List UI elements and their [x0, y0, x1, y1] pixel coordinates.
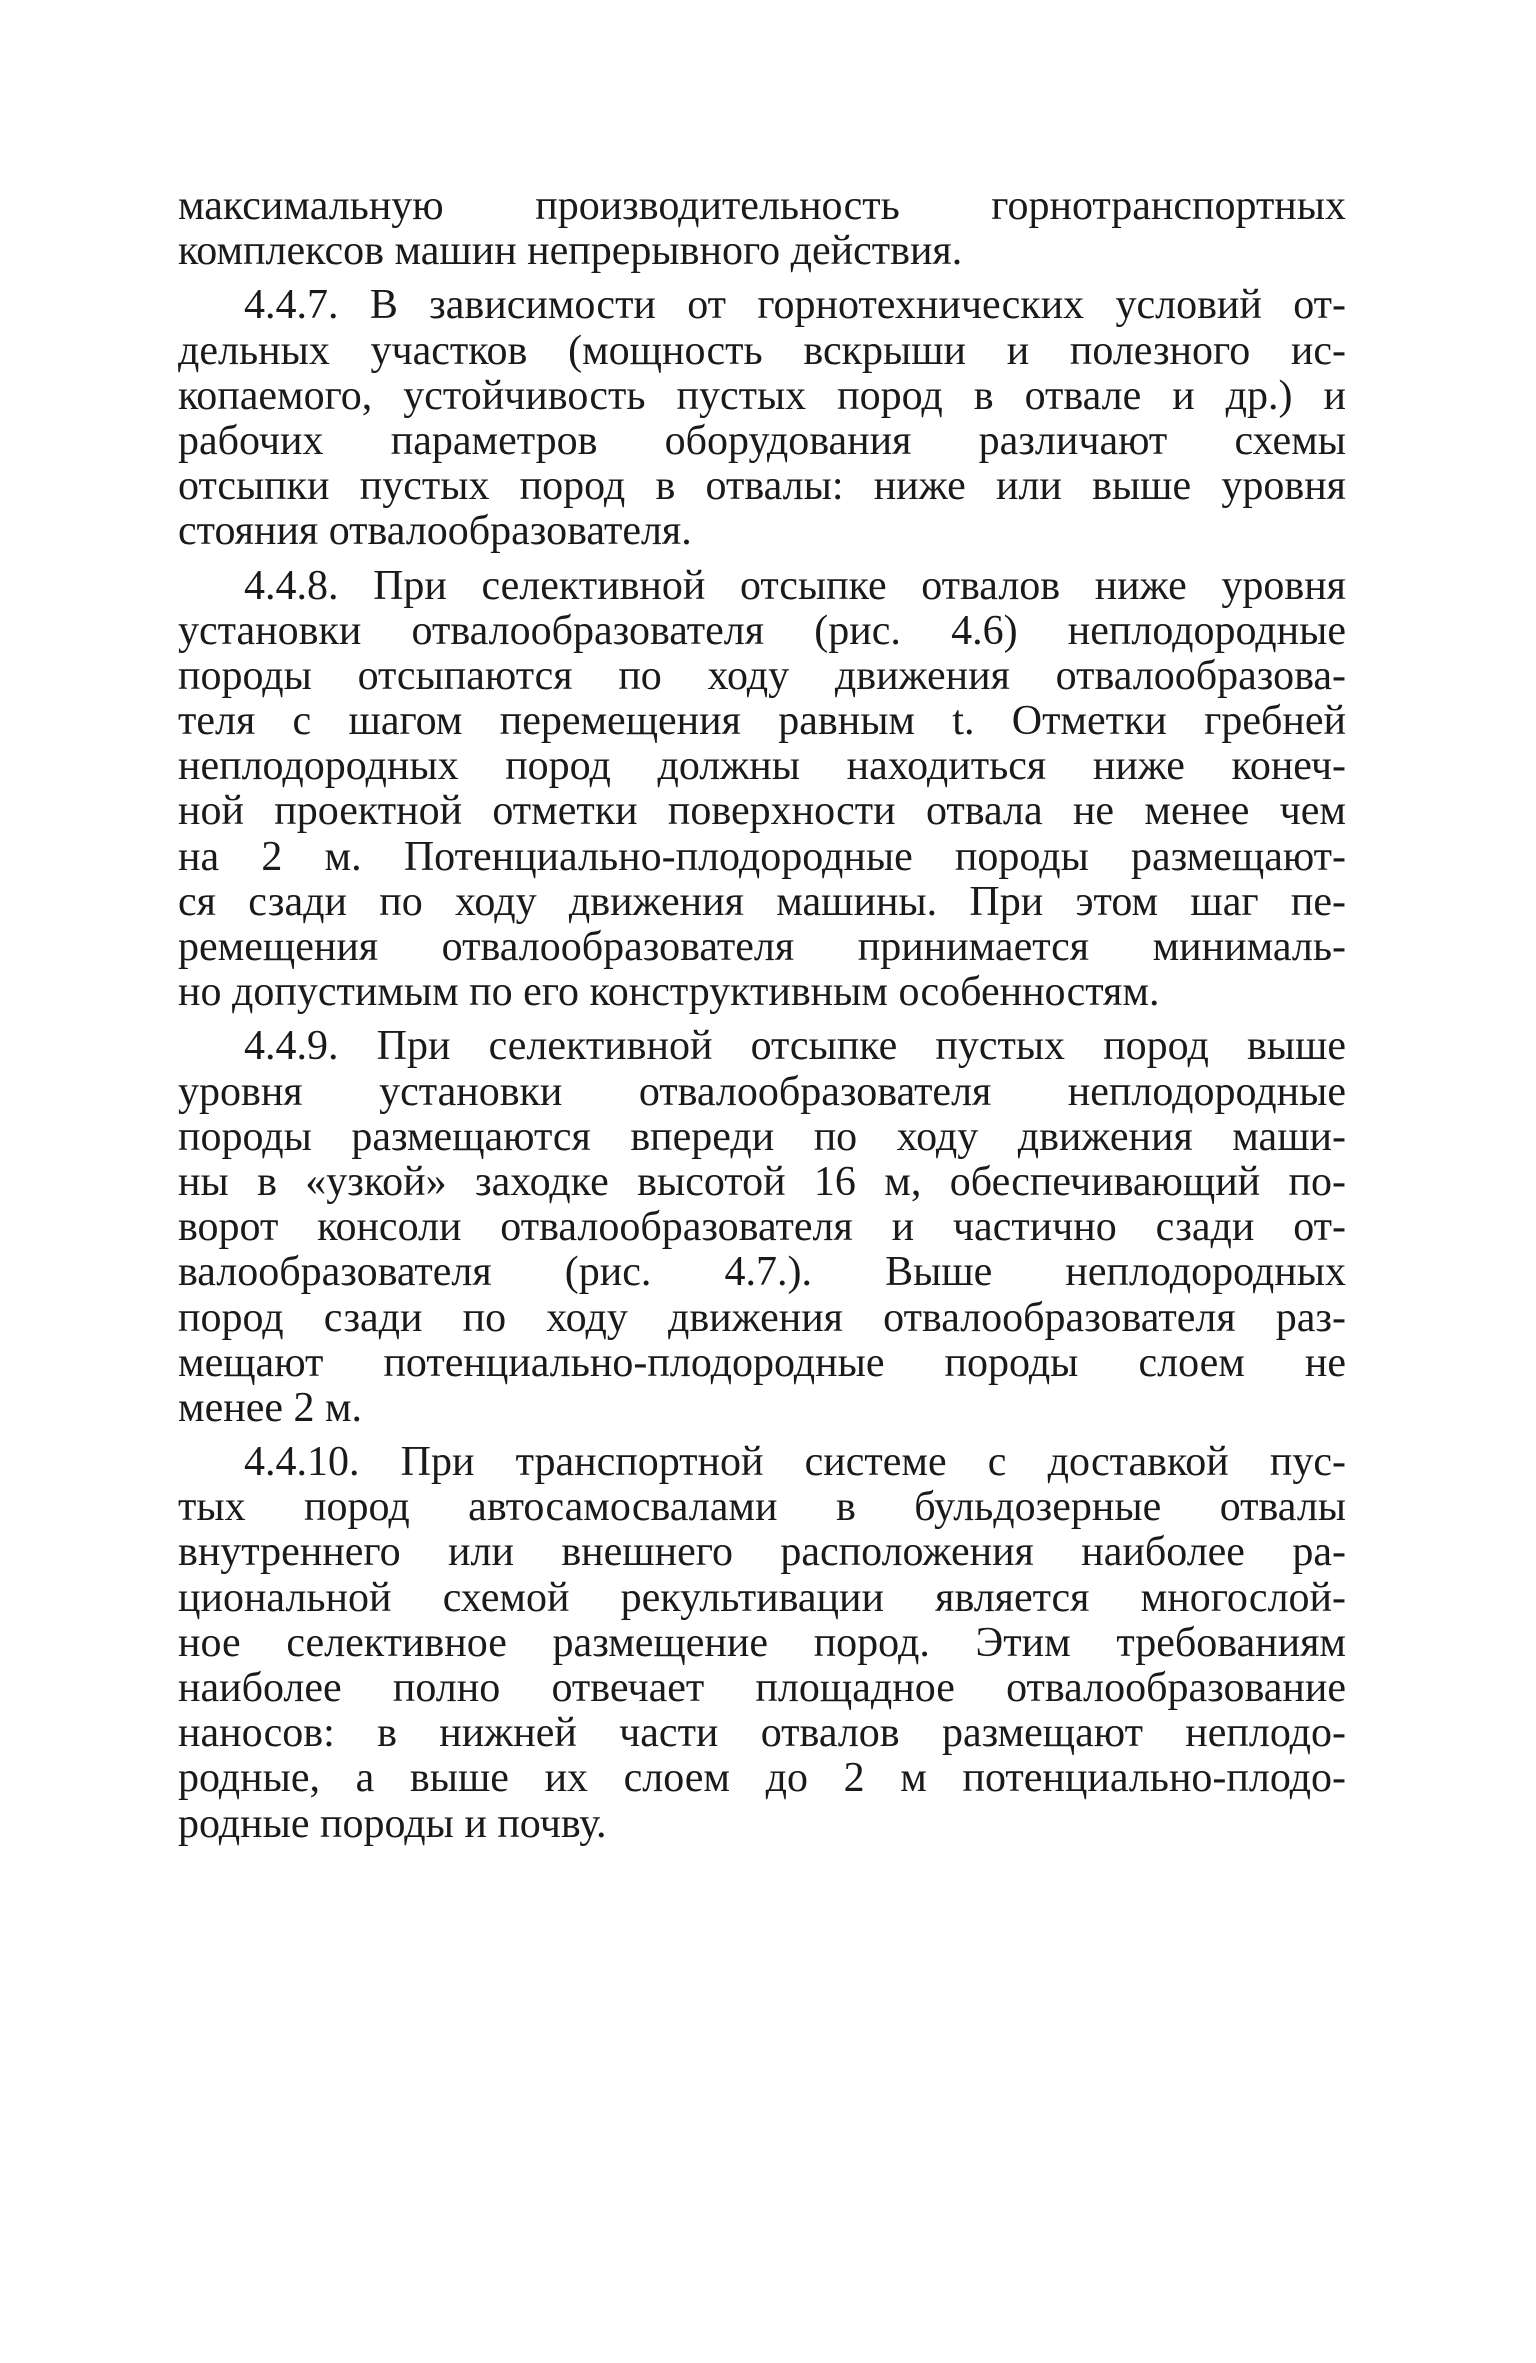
text-line: ной проектной отметки поверхности отвала не менее чем — [178, 788, 1346, 835]
text-line: пород сзади по ходу движения отвалообразователя раз- — [178, 1294, 1346, 1341]
text-line: тых пород автосамосвалами в бульдозерные отвалы — [178, 1484, 1346, 1531]
text-line: ны в «узкой» заходке высотой 16 м, обеспечивающий по- — [178, 1158, 1346, 1205]
text-line: копаемого, устойчивость пустых пород в отвале и др.) и — [178, 372, 1346, 419]
text-line: ное селективное размещение пород. Этим требованиям — [178, 1619, 1346, 1666]
text-line: породы размещаются впереди по ходу движения маши- — [178, 1113, 1346, 1160]
text-line: наиболее полно отвечает площадное отвалообразование — [178, 1665, 1346, 1711]
text-line: на 2 м. Потенциально-плодородные породы размещают- — [178, 833, 1346, 880]
text-line: установки отвалообразователя (рис. 4.6) неплодородные — [178, 607, 1346, 654]
text-line: стояния отвалообразователя. — [178, 508, 692, 555]
text-line: мещают потенциально-плодородные породы слоем не — [178, 1339, 1346, 1386]
paragraph-4-4-10 — [178, 1440, 1346, 1847]
text-line: ся сзади по ходу движения машины. При этом шаг пе- — [178, 878, 1346, 925]
paragraph-4-4-7 — [178, 283, 1346, 554]
text-line: породы отсыпаются по ходу движения отвалообразова- — [178, 652, 1346, 699]
text-line: теля с шагом перемещения равным t. Отметки гребней — [178, 698, 1346, 745]
text-line: 4.4.8. При селективной отсыпке отвалов ниже уровня — [244, 562, 1346, 609]
text-line: валообразователя (рис. 4.7.). Выше неплодородных — [178, 1249, 1346, 1296]
text-line: наносов: в нижней части отвалов размещают неплодо- — [178, 1710, 1346, 1757]
text-line: менее 2 м. — [178, 1384, 363, 1431]
text-line: неплодородных пород должны находиться ниже конеч- — [178, 743, 1346, 790]
text-line: 4.4.7. В зависимости от горнотехнических условий от- — [244, 282, 1346, 329]
text-line: ворот консоли отвалообразователя и частично сзади от- — [178, 1204, 1346, 1251]
text-line: внутреннего или внешнего расположения наиболее ра- — [178, 1529, 1346, 1576]
text-line: рабочих параметров оборудования различают схемы — [178, 417, 1346, 464]
text-line: циональной схемой рекультивации является многослой- — [178, 1574, 1346, 1621]
text-line: 4.4.9. При селективной отсыпке пустых пород выше — [244, 1023, 1346, 1070]
body-text — [178, 184, 1346, 1847]
text-line: но допустимым по его конструктивным особенностям. — [178, 969, 1160, 1016]
text-line: уровня установки отвалообразователя неплодородные — [178, 1068, 1346, 1115]
text-line: родные, а выше их слоем до 2 м потенциально-плодо- — [178, 1755, 1346, 1802]
text-line: отсыпки пустых пород в отвалы: ниже или выше уровня — [178, 463, 1346, 510]
text-line: ремещения отвалообразователя принимается минималь- — [178, 924, 1346, 970]
text-line: родные породы и почву. — [178, 1800, 607, 1847]
paragraph-4-4-8 — [178, 564, 1346, 1016]
text-line: комплексов машин непрерывного действия. — [178, 228, 963, 275]
paragraph-intro — [178, 184, 1346, 274]
text-line: дельных участков (мощность вскрыши и полезного ис- — [178, 327, 1346, 374]
text-line: максимальную производительность горнотранспортных — [178, 183, 1346, 229]
paragraph-4-4-9 — [178, 1024, 1346, 1431]
text-line: 4.4.10. При транспортной системе с доставкой пус- — [244, 1439, 1346, 1486]
